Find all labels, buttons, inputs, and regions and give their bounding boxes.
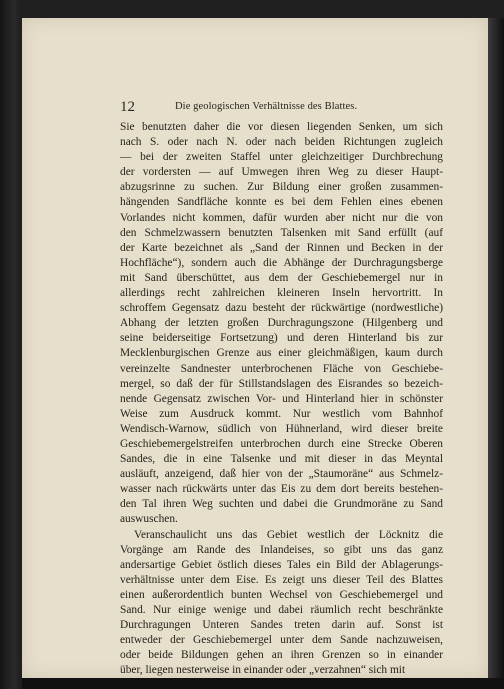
- running-title: Die geologischen Verhältnisse des Blattes.: [175, 101, 358, 112]
- text-line: Vorgänge am Rande des Inlandeises, so gibt uns das ganz: [120, 543, 443, 556]
- page-edge-shadow: [488, 18, 504, 689]
- text-line: Veranschaulicht uns das Gebiet westlich der Löcknitz die: [134, 528, 443, 541]
- text-line: entweder der Geschiebemergel unter dem Sande nachzuweisen,: [120, 634, 443, 647]
- text-line: oder beide Bildungen gehen an ihren Grenzen so in einander: [120, 649, 443, 662]
- text-line: andersartige Gebiet östlich dieses Tales ein Bild der Ablagerungs-: [120, 558, 443, 571]
- paragraph: [120, 120, 443, 528]
- text-line: wasser nach rückwärts unter das Eis zu dem dort bereits bestehen-: [120, 483, 443, 496]
- text-line: den Schmelzwassern benutzten Talsenken mit Sand erfüllt (auf: [120, 226, 443, 239]
- text-line: Geschiebemergelstreifen unterbrochen durch eine Strecke Oberen: [120, 437, 443, 450]
- text-line: verhältnisse unter dem Eise. Es zeigt uns dieser Teil des Blattes: [120, 573, 443, 586]
- text-line: vereinzelte Sandnester unterbrochenen Fläche von Geschiebe-: [120, 362, 443, 375]
- text-line: einen außerordentlich bunten Wechsel von Geschiebemergel und: [120, 588, 443, 601]
- text-line: den Tal ihren Weg suchten und dabei die Grundmoräne zu Sand: [120, 498, 443, 511]
- text-line: mergel, so daß der für Stillstandslagen des Eisrandes so bezeich-: [120, 377, 443, 390]
- text-line: der vordersten — auf Umwegen ihren Weg zu dieser Haupt-: [120, 166, 443, 179]
- text-line: Abhang der letzten großen Durchragungszone (Hilgenberg und: [120, 317, 443, 330]
- text-line: auswuschen.: [120, 513, 178, 526]
- text-line: Mecklenburgischen Grenze aus einer gleichmäßigen, kaum durch: [120, 347, 443, 360]
- text-line: Sie benutzten daher die vor diesen liegenden Senken, um sich: [120, 121, 443, 133]
- paragraph: [120, 528, 443, 679]
- page-bottom-shadow: [22, 678, 504, 689]
- text-line: Vorlandes nicht kommen, dafür wurden aber nicht nur die von: [120, 211, 443, 224]
- text-line: ausläuft, anzeigend, daß hier von der „Staumoräne“ aus Schmelz-: [120, 468, 443, 481]
- text-line: hängenden Sandfläche konnte es bei dem Fehlen eines ebenen: [120, 196, 443, 209]
- text-line: abzugsrinne zu suchen. Zur Bildung einer großen zusammen-: [120, 181, 443, 194]
- text-line: allerdings recht zahlreichen kleineren Inseln hervortritt. In: [120, 287, 443, 300]
- text-line: — bei der zweiten Staffel unter gleichzeitiger Durchbrechung: [120, 151, 443, 164]
- text-line: Weise zum Ausdruck kommt. Nur westlich vom Bahnhof: [120, 407, 443, 420]
- text-line: Durchragungen Unteren Sandes treten darin auf. Sonst ist: [120, 619, 443, 632]
- text-line: schroffem Gegensatz dazu besteht der rückwärtige (nordwestliche): [120, 302, 443, 315]
- page-number: 12: [120, 99, 135, 115]
- text-line: Sandes, die in eine Talsenke und mit dieser in das Meyntal: [120, 453, 443, 466]
- text-line: der Karte bezeichnet als „Sand der Rinnen und Becken in der: [120, 241, 443, 254]
- page-header: [120, 99, 440, 117]
- text-line: über, liegen nesterweise in einander oder „verzahnen“ sich mit: [120, 664, 406, 677]
- text-line: Hochfläche“), sondern auch die Abhänge der Durchragungsberge: [120, 256, 443, 269]
- body-text: [120, 120, 443, 678]
- text-line: nach S. oder nach N. oder nach beiden Richtungen zugleich: [120, 136, 443, 149]
- text-line: Sand. Nur einige wenige und dabei räumlich recht beschränkte: [120, 604, 443, 616]
- text-line: nende Gegensatz zwischen Vor- und Hinterland hier in schönster: [120, 392, 443, 405]
- text-line: seine beiderseitige Fortsetzung) und deren Hinterland bis zur: [120, 332, 443, 345]
- text-line: Wendisch-Warnow, südlich von Hühnerland, wird dieser breite: [120, 422, 443, 435]
- text-line: mit Sand überschüttet, aus dem der Geschiebemergel nur in: [120, 271, 443, 284]
